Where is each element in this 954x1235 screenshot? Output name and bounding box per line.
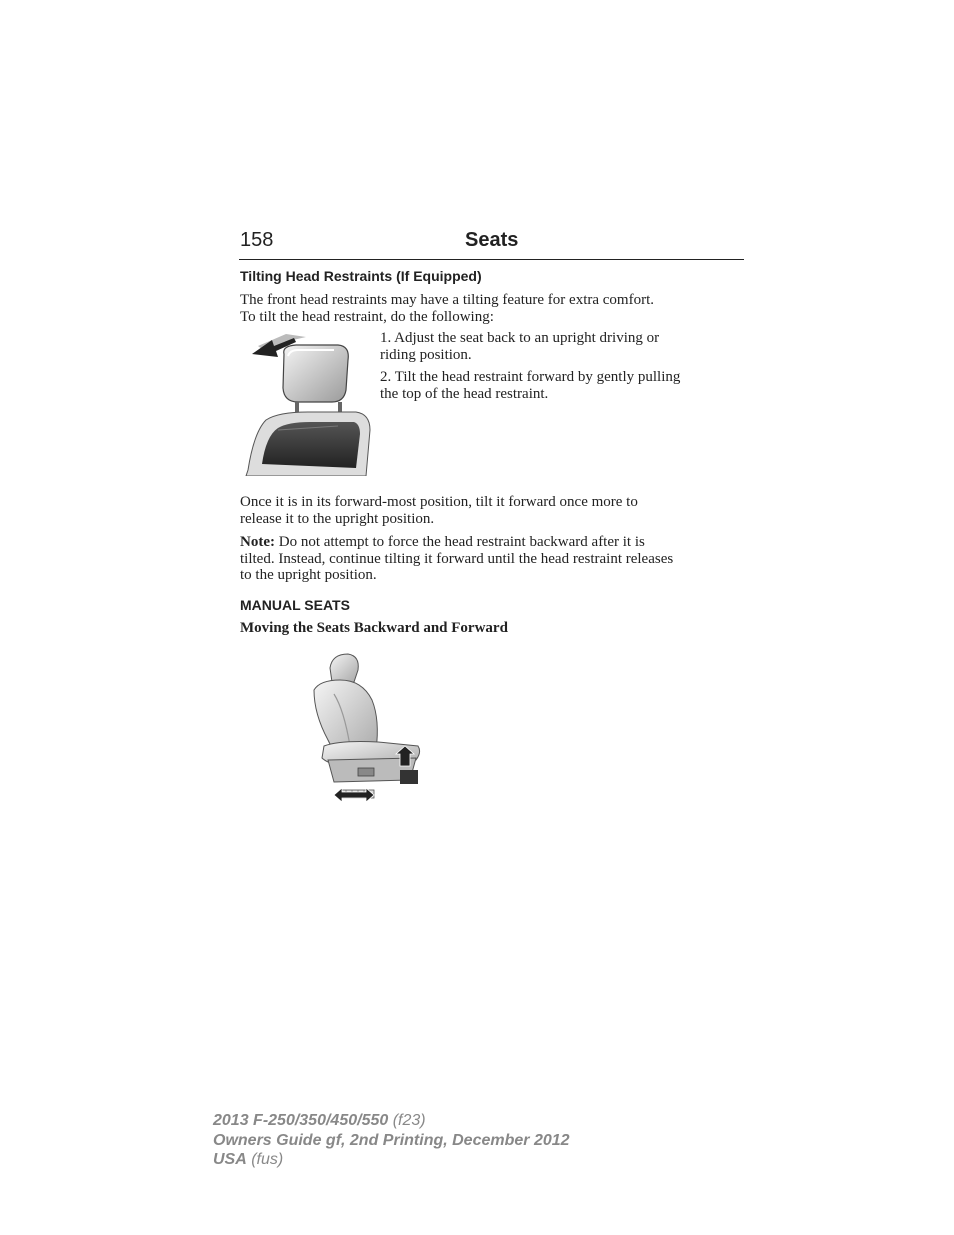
header-rule [239, 259, 744, 260]
note-line: to the upright position. [240, 567, 377, 583]
manual-seats-subheading: Moving the Seats Backward and Forward [240, 620, 508, 636]
release-line: release it to the upright position. [240, 510, 435, 527]
intro-line: The front head restraints may have a tilting feature for extra comfort. [240, 292, 654, 308]
note-line: tilted. Instead, continue tilting it forward until the head restraint releases [240, 550, 674, 567]
note-label: Note: [240, 534, 275, 550]
footer [213, 1111, 570, 1170]
step-line: 1. Adjust the seat back to an upright driving or [380, 330, 660, 346]
note-paragraph [240, 534, 745, 584]
manual-seat-adjust-illustration [300, 650, 428, 810]
footer-region: USA [213, 1151, 247, 1168]
footer-region-code: (fus) [246, 1151, 284, 1168]
manual-seats-heading: MANUAL SEATS [240, 597, 350, 613]
tilting-heading: Tilting Head Restraints (If Equipped) [240, 268, 482, 284]
step-2 [380, 369, 745, 402]
head-restraint-tilt-illustration [238, 330, 378, 476]
page-number: 158 [240, 229, 274, 251]
footer-model-code: (f23) [388, 1112, 426, 1129]
tilting-intro [240, 292, 745, 325]
footer-guide-line [213, 1131, 570, 1151]
step-line: riding position. [380, 346, 472, 363]
release-line: Once it is in its forward-most position, tilt it forward once more to [240, 494, 638, 510]
release-paragraph [240, 494, 745, 527]
step-line: the top of the head restraint. [380, 385, 549, 402]
footer-region-line [213, 1150, 570, 1170]
footer-model-line [213, 1111, 570, 1131]
note-text: Do not attempt to force the head restraint backward after it is [274, 534, 645, 550]
section-title: Seats [465, 229, 519, 251]
footer-model: 2013 F-250/350/450/550 [213, 1112, 389, 1129]
intro-line: To tilt the head restraint, do the following: [240, 308, 494, 325]
step-1 [380, 330, 745, 363]
note-line [240, 534, 745, 551]
footer-guide: Owners Guide gf, 2nd Printing, December 2012 [213, 1131, 570, 1149]
step-line: 2. Tilt the head restraint forward by gently pulling [380, 369, 681, 385]
